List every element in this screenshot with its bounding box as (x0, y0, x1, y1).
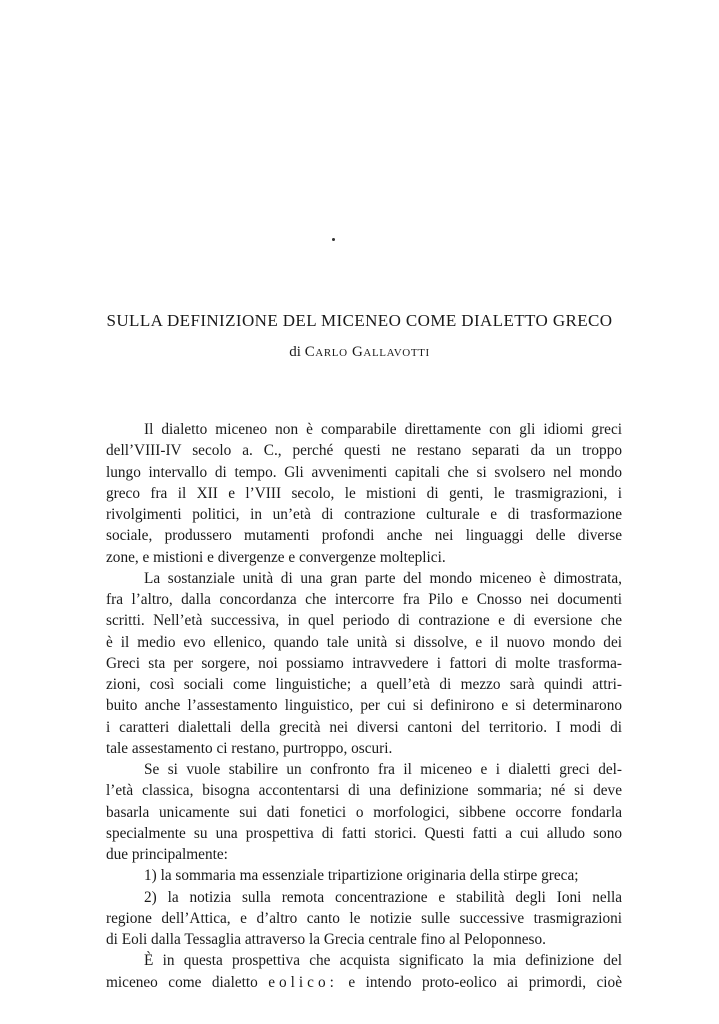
body-line: regione dell’Attica, e d’altro canto le notizie sulle successive trasmigrazioni (106, 909, 622, 927)
body-line: basarla unicamente sui dati fonetici o morfologici, sibbene occorre fondarla (106, 803, 622, 821)
body-line: lungo intervallo di tempo. Gli avvenimenti capitali che si svolsero nel mondo (106, 463, 622, 481)
body-line: dell’VIII-IV secolo a. C., perché questi ne restano separati da un troppo (106, 442, 622, 460)
body-line: i caratteri dialettali della grecità nei diversi cantoni del territorio. I modi di (106, 718, 622, 736)
body-line: di Eoli dalla Tessaglia attraverso la Grecia centrale fino al Peloponneso. (106, 931, 546, 948)
spaced-word: eolico: (268, 973, 338, 991)
author-name: Carlo Gallavotti (304, 344, 430, 360)
body-line: Greci sta per sorgere, noi possiamo intravvedere i fattori di molte trasforma- (106, 654, 622, 672)
body-line: specialmente su una prospettiva di fatti storici. Questi fatti a cui alludo sono (106, 824, 622, 842)
article-body (106, 419, 622, 993)
body-line: sociale, produssero mutamenti profondi anche nei linguaggi delle diverse (106, 527, 622, 545)
article-title: SULLA DEFINIZIONE DEL MICENEO COME DIALETTO GRECO (106, 311, 613, 330)
body-line: È in questa prospettiva che acquista significato la mia definizione del (144, 952, 622, 970)
body-line: tale assestamento ci restano, purtroppo, oscuri. (106, 739, 393, 757)
last-line-after: e intendo proto-eolico ai primordi, cioè (348, 973, 622, 991)
body-line: rivolgimenti politici, in un’età di contrazione culturale e di trasformazione (106, 506, 622, 523)
decorative-dot (332, 238, 335, 241)
body-line: fra l’altro, dalla concordanza che intercorre fra Pilo e Cnosso nei documenti (106, 591, 622, 608)
body-line-last (106, 972, 622, 993)
body-line: La sostanziale unità di una gran parte del mondo miceneo è dimostrata, (144, 569, 622, 587)
body-line: l’età classica, bisogna accontentarsi di una definizione sommaria; né si deve (106, 782, 622, 800)
body-line: Il dialetto miceneo non è comparabile direttamente con gli idiomi greci (144, 421, 622, 438)
list-item: 2) la notizia sulla remota concentrazione e stabilità degli Ioni nella (144, 888, 622, 906)
body-line: zone, e mistioni e divergenze e convergenze molteplici. (106, 548, 446, 566)
body-line: due principalmente: (106, 846, 228, 863)
body-line: scritti. Nell’età successiva, in quel periodo di contrazione e di eversione che (106, 612, 622, 630)
body-line: buito anche l’assestamento linguistico, per cui si definirono e si determinarono (106, 697, 622, 715)
author-prefix: di (289, 344, 301, 360)
list-item: 1) la sommaria ma essenziale tripartizione originaria della stirpe greca; (144, 867, 579, 885)
body-line: Se si vuole stabilire un confronto fra il miceneo e i dialetti greci del- (144, 761, 622, 778)
body-line: greco fra il XII e l’VIII secolo, le mistioni di genti, le trasmigrazioni, i (106, 484, 622, 502)
body-line: è il medio evo ellenico, quando tale unità si dissolve, e il nuovo mondo dei (106, 633, 622, 651)
author-line (0, 344, 719, 361)
last-line-before: miceneo come dialetto (106, 973, 258, 991)
body-line: zioni, così sociali come linguistiche; a quell’età di mezzo sarà quindi attri- (106, 676, 622, 693)
